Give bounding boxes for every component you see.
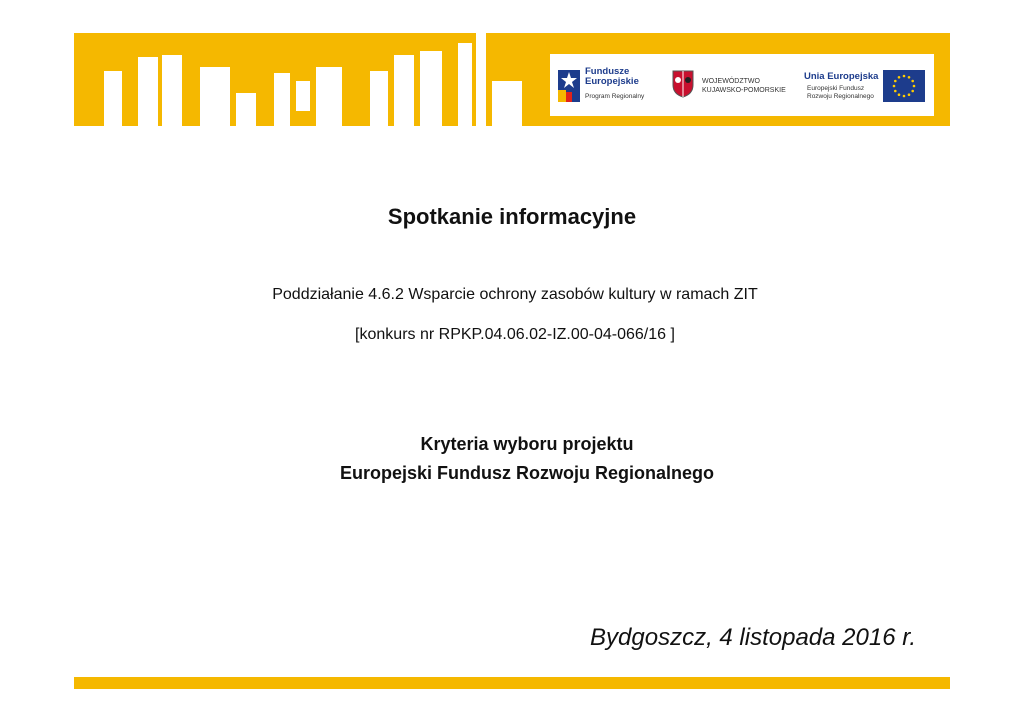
- banner-decor-block: [274, 73, 290, 126]
- banner-decor-block: [296, 81, 310, 111]
- criteria-line1: Kryteria wyboru projektu: [420, 434, 634, 454]
- fundusze-europejskie-text: [585, 67, 639, 87]
- ue-sub-line2: Rozwoju Regionalnego: [807, 93, 874, 100]
- footer-bar: [74, 677, 950, 689]
- banner-decor-block: [200, 67, 230, 126]
- banner-decor-block: [420, 51, 442, 126]
- banner-decor-block: [370, 71, 388, 126]
- ue-sub-line1: Europejski Fundusz: [807, 85, 865, 92]
- wojewodztwo-line2: KUJAWSKO-POMORSKIE: [702, 87, 786, 94]
- subtitle-line2: [konkurs nr RPKP.04.06.02-IZ.00-04-066/16 ]: [355, 326, 675, 343]
- coat-of-arms-icon: [672, 70, 694, 98]
- banner-decor-block: [236, 93, 256, 126]
- banner-decor-block: [104, 71, 122, 126]
- banner-decor-block: [138, 57, 158, 126]
- banner-decor-block: [316, 67, 342, 126]
- banner-decor-block: [492, 81, 522, 126]
- banner-decor-block: [476, 33, 486, 126]
- wojewodztwo-text: [702, 77, 786, 95]
- banner-decor-block: [394, 55, 414, 126]
- ue-subtitle: [807, 85, 874, 101]
- ue-title: Unia Europejska: [804, 71, 879, 82]
- criteria-line2: Europejski Fundusz Rozwoju Regionalnego: [339, 463, 714, 483]
- subtitle-line1: Poddziałanie 4.6.2 Wsparcie ochrony zasobów kultury w ramach ZIT: [272, 286, 758, 303]
- fundusze-line2: Europejskie: [585, 76, 639, 87]
- banner-decor-block: [162, 55, 182, 126]
- fundusze-line1: Fundusze: [585, 66, 630, 77]
- banner-decor-block: [458, 43, 472, 126]
- wojewodztwo-line1: WOJEWÓDZTWO: [702, 78, 760, 85]
- page-title: Spotkanie informacyjne: [387, 204, 637, 229]
- program-regionalny-text: Program Regionalny: [585, 93, 645, 100]
- eu-flag-icon: [883, 70, 925, 102]
- place-date: Bydgoszcz, 4 listopada 2016 r.: [590, 624, 916, 651]
